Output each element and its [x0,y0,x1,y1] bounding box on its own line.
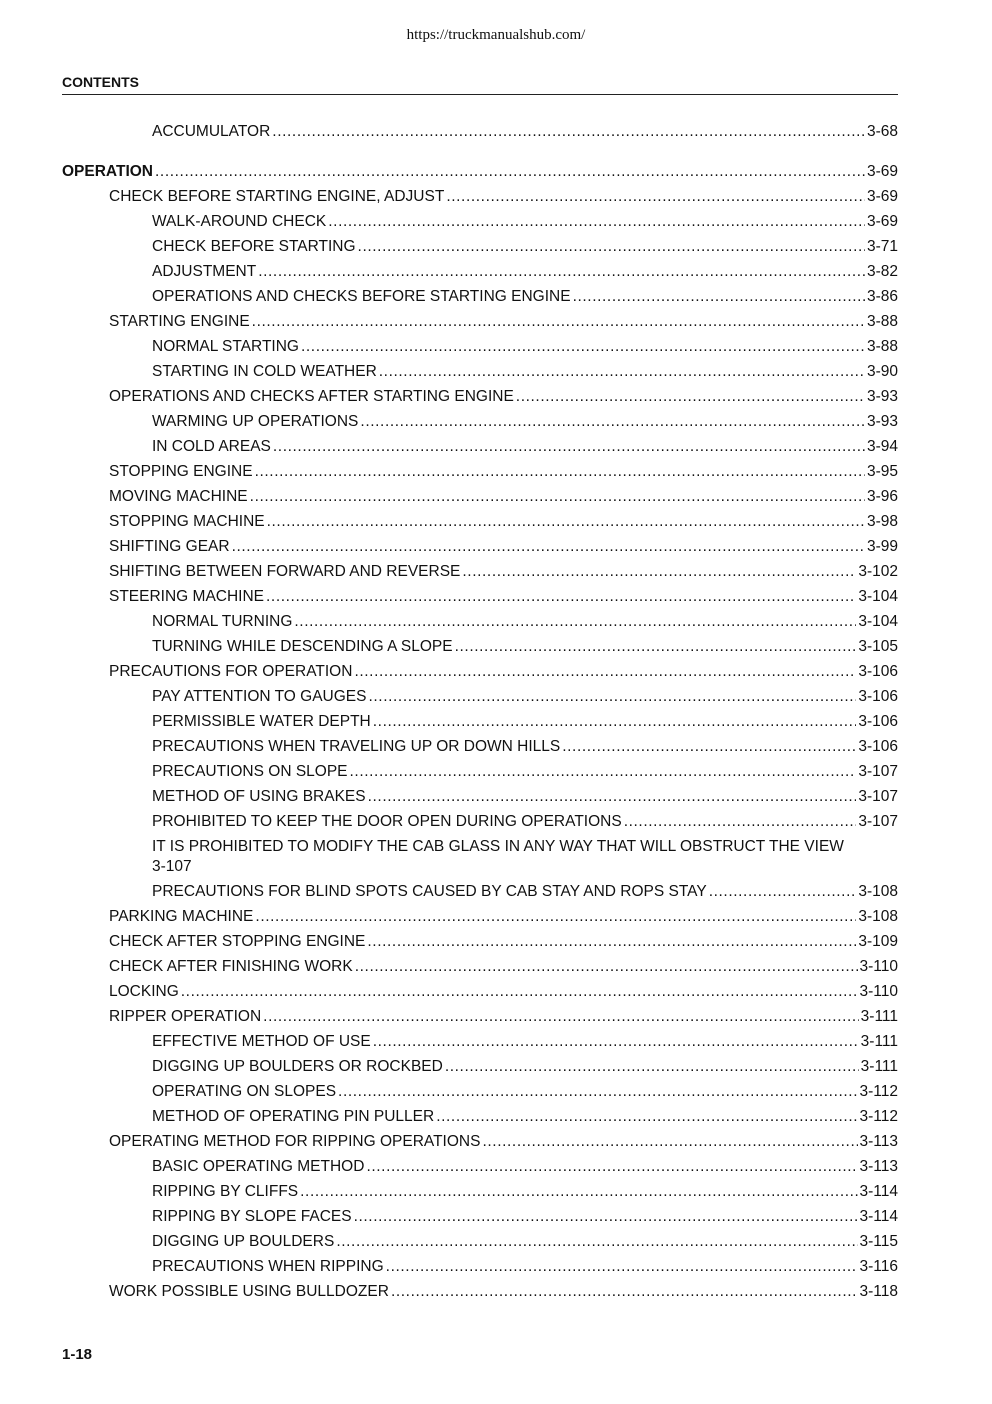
toc-entry[interactable] [62,337,898,362]
dot-leader [252,312,865,332]
source-url[interactable]: https://truckmanualshub.com/ [406,27,586,43]
toc-entry-page: 3-95 [866,463,898,480]
dot-leader [294,612,856,632]
toc-entry-page: 3-111 [860,1008,898,1025]
toc-entry-page: 3-102 [858,563,898,580]
toc-entry-title: PARKING MACHINE [109,908,254,925]
toc-entry-title: OPERATING ON SLOPES [152,1083,337,1100]
toc-entry-page: 3-106 [858,713,898,730]
dot-leader [455,637,857,657]
dot-leader [573,287,865,307]
toc-entry-page: 3-114 [859,1183,898,1200]
toc-entry[interactable] [62,1082,898,1107]
toc-entry-title: ACCUMULATOR [152,123,271,140]
dot-leader [373,1032,859,1052]
toc-entry[interactable] [62,487,898,512]
toc-entry-title: STEERING MACHINE [109,588,265,605]
toc-entry-title: OPERATIONS AND CHECKS AFTER STARTING ENGINE [109,388,514,405]
toc-entry[interactable] [62,237,898,262]
toc-entry-title: PRECAUTIONS FOR BLIND SPOTS CAUSED BY CAB STAY AND ROPS STAY [152,883,707,900]
dot-leader [338,1082,857,1102]
toc-entry-page: 3-111 [860,1058,898,1075]
toc-entry[interactable] [62,787,898,812]
toc-entry[interactable] [62,1257,898,1282]
dot-leader [300,1182,857,1202]
toc-entry[interactable] [62,1057,898,1082]
toc-entry-page: 3-104 [858,588,898,605]
dot-leader [445,1057,859,1077]
dot-leader [624,812,857,832]
toc-entry[interactable] [62,662,898,687]
toc-entry[interactable] [62,587,898,612]
toc-entry-page: 3-99 [866,538,898,555]
toc-entry-page: 3-88 [866,338,898,355]
toc-entry-title: NORMAL STARTING [152,338,299,355]
toc-entry-page: 3-106 [858,663,898,680]
toc-entry-title: WARMING UP OPERATIONS [152,413,359,430]
toc-entry-title: PRECAUTIONS WHEN RIPPING [152,1258,384,1275]
toc-entry[interactable] [62,1032,898,1057]
toc-entry-page: 3-90 [866,363,898,380]
toc-entry-page: 3-105 [858,638,898,655]
toc-entry-title: IT IS PROHIBITED TO MODIFY THE CAB GLASS IN ANY WAY THAT WILL OBSTRUCT THE VIEW [152,838,844,855]
dot-leader [301,337,865,357]
toc-entry[interactable] [62,982,898,1007]
toc-entry[interactable] [62,1007,898,1032]
toc-entry-title: STARTING IN COLD WEATHER [152,363,377,380]
dot-leader [255,907,856,927]
dot-leader [516,387,865,407]
dot-leader [155,162,865,182]
toc-entry-page: 3-68 [866,123,898,140]
toc-entry[interactable] [62,1182,898,1207]
dot-leader [358,237,865,257]
toc-entry-page: 3-93 [866,413,898,430]
toc-entry-title: PAY ATTENTION TO GAUGES [152,688,367,705]
toc-entry-page: 3-108 [858,883,898,900]
dot-leader [462,562,856,582]
header-divider [62,94,898,95]
toc-entry-title: STOPPING ENGINE [109,463,253,480]
toc-entry-page: 3-98 [866,513,898,530]
dot-leader [366,1157,857,1177]
toc-entry-title: SHIFTING GEAR [109,538,230,555]
toc-entry[interactable] [62,637,898,662]
toc-entry-title: PRECAUTIONS ON SLOPE [152,763,348,780]
toc-entry-title: RIPPER OPERATION [109,1008,262,1025]
dot-leader [391,1282,858,1302]
toc-entry-page: 3-94 [866,438,898,455]
dot-leader [360,412,865,432]
toc-entry[interactable] [62,122,898,147]
toc-entry-page: 3-112 [859,1083,898,1100]
toc-entry-page: 3-106 [858,738,898,755]
toc-entry[interactable] [62,837,898,882]
toc-entry-page: 3-106 [858,688,898,705]
dot-leader [368,787,857,807]
toc-entry-page: 3-71 [866,238,898,255]
dot-leader [354,1207,858,1227]
dot-leader [181,982,858,1002]
toc-entry[interactable] [62,712,898,737]
toc-entry-page: 3-118 [859,1283,898,1300]
toc-entry[interactable] [62,537,898,562]
toc-entry-page: 3-113 [859,1133,898,1150]
toc-entry-title: PRECAUTIONS WHEN TRAVELING UP OR DOWN HILLS [152,738,561,755]
toc-entry[interactable] [62,932,898,957]
toc-entry[interactable] [62,687,898,712]
toc-entry[interactable] [62,1232,898,1257]
dot-leader [328,212,865,232]
dot-leader [482,1132,857,1152]
dot-leader [263,1007,859,1027]
toc-entry-page: 3-116 [859,1258,898,1275]
toc-entry-title: STOPPING MACHINE [109,513,265,530]
toc-entry-title: DIGGING UP BOULDERS OR ROCKBED [152,1058,443,1075]
toc-entry[interactable] [62,212,898,237]
toc-entry-page: 3-114 [859,1208,898,1225]
toc-entry-title: DIGGING UP BOULDERS [152,1233,335,1250]
toc-entry-title: MOVING MACHINE [109,488,248,505]
dot-leader [446,187,865,207]
toc-entry-title: WORK POSSIBLE USING BULLDOZER [109,1283,389,1300]
toc-entry-title: STARTING ENGINE [109,313,250,330]
toc-entry-title: OPERATING METHOD FOR RIPPING OPERATIONS [109,1133,481,1150]
toc-entry-title: METHOD OF USING BRAKES [152,788,366,805]
toc-entry-title: EFFECTIVE METHOD OF USE [152,1033,371,1050]
toc-entry-page: 3-113 [859,1158,898,1175]
dot-leader [709,882,857,902]
dot-leader [386,1257,858,1277]
toc-entry[interactable] [62,1107,898,1132]
toc-entry[interactable] [62,437,898,462]
dot-leader [272,122,865,142]
toc-entry[interactable] [62,612,898,637]
toc-entry-title: TURNING WHILE DESCENDING A SLOPE [152,638,453,655]
dot-leader [436,1107,857,1127]
toc-entry-page: 3-107 [858,788,898,805]
dot-leader [368,687,856,707]
toc-entry-page: 3-104 [858,613,898,630]
page-number: 1-18 [62,1346,93,1363]
toc-entry-page: 3-86 [866,288,898,305]
table-of-contents [62,122,898,1307]
toc-entry-title: RIPPING BY SLOPE FACES [152,1208,352,1225]
dot-leader [336,1232,857,1252]
toc-entry-page: 3-69 [866,213,898,230]
toc-entry-title: LOCKING [109,983,179,1000]
toc-entry-title: PRECAUTIONS FOR OPERATION [109,663,353,680]
toc-entry-title: CHECK BEFORE STARTING [152,238,356,255]
toc-entry[interactable] [62,562,898,587]
toc-entry-page: 3-93 [866,388,898,405]
toc-entry-title: PROHIBITED TO KEEP THE DOOR OPEN DURING OPERATIONS [152,813,622,830]
toc-entry-page: 3-69 [866,188,898,205]
dot-leader [367,932,856,952]
toc-entry[interactable] [62,762,898,787]
dot-leader [267,512,865,532]
toc-entry-title: SHIFTING BETWEEN FORWARD AND REVERSE [109,563,461,580]
toc-entry[interactable] [62,882,898,907]
toc-entry-page: 3-109 [858,933,898,950]
toc-entry[interactable] [62,287,898,312]
toc-entry-title: CHECK BEFORE STARTING ENGINE, ADJUST [109,188,445,205]
toc-entry-title: NORMAL TURNING [152,613,293,630]
toc-entry-page: 3-108 [858,908,898,925]
toc-entry-page: 3-107 [152,858,192,875]
toc-entry[interactable] [62,312,898,337]
dot-leader [250,487,865,507]
dot-leader [562,737,856,757]
toc-entry-page: 3-82 [866,263,898,280]
toc-entry-title: METHOD OF OPERATING PIN PULLER [152,1108,435,1125]
toc-entry[interactable] [62,162,898,187]
dot-leader [273,437,865,457]
toc-entry[interactable] [62,1157,898,1182]
toc-entry-page: 3-88 [866,313,898,330]
dot-leader [355,957,858,977]
toc-entry[interactable] [62,957,898,982]
toc-entry[interactable] [62,1282,898,1307]
toc-entry-page: 3-112 [859,1108,898,1125]
dot-leader [232,537,865,557]
toc-entry-page: 3-107 [858,763,898,780]
toc-entry-page: 3-111 [860,1033,898,1050]
toc-entry-title: OPERATIONS AND CHECKS BEFORE STARTING ENGINE [152,288,571,305]
dot-leader [379,362,865,382]
toc-entry[interactable] [62,907,898,932]
toc-entry-page: 3-110 [859,983,898,1000]
dot-leader [255,462,865,482]
toc-entry[interactable] [62,737,898,762]
toc-entry[interactable] [62,1132,898,1157]
toc-entry-title: RIPPING BY CLIFFS [152,1183,299,1200]
toc-entry-page: 3-96 [866,488,898,505]
toc-entry-page: 3-107 [858,813,898,830]
toc-entry-title: CHECK AFTER STOPPING ENGINE [109,933,366,950]
toc-entry[interactable] [62,412,898,437]
dot-leader [354,662,856,682]
toc-entry[interactable] [62,262,898,287]
toc-entry-title: BASIC OPERATING METHOD [152,1158,365,1175]
section-title: CONTENTS [62,74,139,90]
toc-entry-page: 3-69 [866,163,898,180]
toc-entry-title: PERMISSIBLE WATER DEPTH [152,713,371,730]
toc-entry-page: 3-115 [859,1233,898,1250]
toc-entry[interactable] [62,1207,898,1232]
toc-entry-title: WALK-AROUND CHECK [152,213,327,230]
toc-entry[interactable] [62,387,898,412]
dot-leader [373,712,857,732]
dot-leader [258,262,865,282]
toc-entry-title: IN COLD AREAS [152,438,271,455]
toc-entry-title: CHECK AFTER FINISHING WORK [109,958,353,975]
toc-entry[interactable] [62,187,898,212]
toc-entry[interactable] [62,812,898,837]
toc-entry[interactable] [62,462,898,487]
dot-leader [266,587,856,607]
toc-entry-title: OPERATION [62,163,153,180]
dot-leader [350,762,857,782]
toc-entry[interactable] [62,512,898,537]
toc-entry-page: 3-110 [859,958,898,975]
toc-entry-title: ADJUSTMENT [152,263,257,280]
toc-entry[interactable] [62,362,898,387]
